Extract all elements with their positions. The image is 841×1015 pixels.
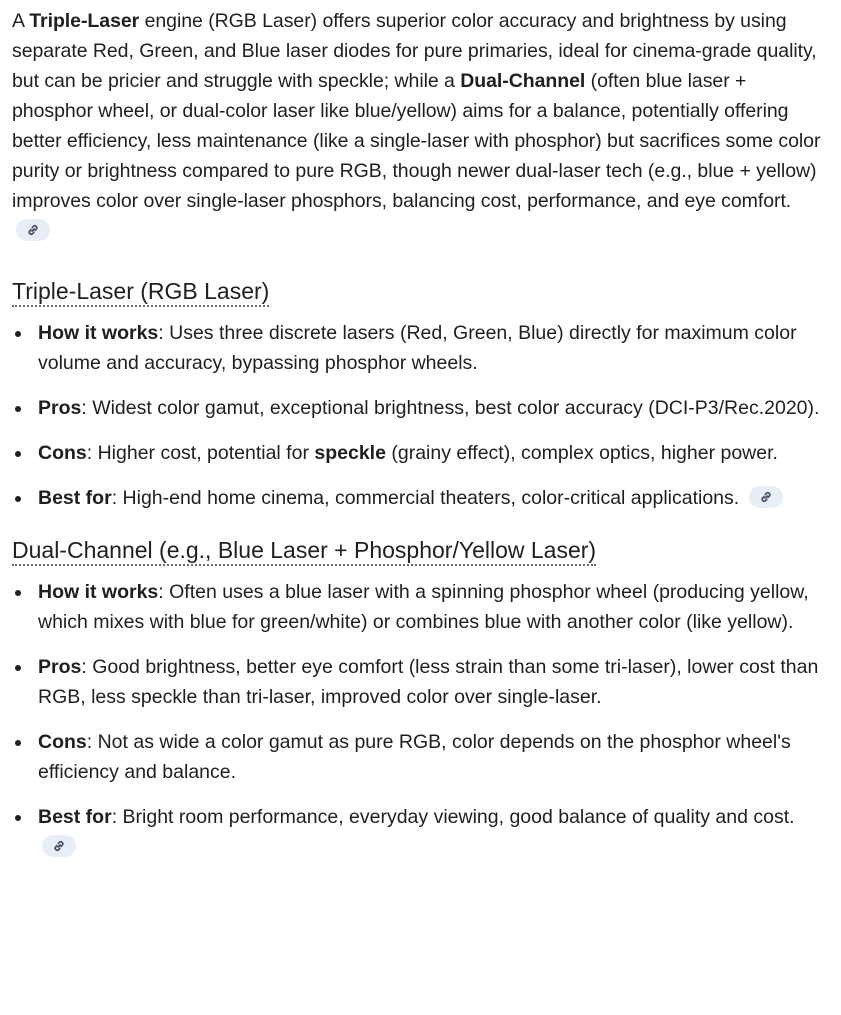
list-item: Cons: Not as wide a color gamut as pure RGB, color depends on the phosphor wheel's efficiency and balance. bbox=[12, 727, 829, 787]
list-item: Cons: Higher cost, potential for speckle (grainy effect), complex optics, higher power. bbox=[12, 438, 829, 468]
intro-text-3: (often blue laser + phosphor wheel, or dual-color laser like blue/yellow) aims for a balance, potentially offering better efficiency, less maintenance (like a single-laser with phosphor) but sacrifices some color purity or brightness compared to pure RGB, though newer dual-laser tech (e.g., blue + yellow) improves color over single-laser phosphors, balancing cost, performance, and eye comfort. bbox=[12, 70, 821, 212]
list-item: Pros: Widest color gamut, exceptional brightness, best color accuracy (DCI-P3/Rec.2020). bbox=[12, 393, 829, 423]
list-item: Best for: Bright room performance, everyday viewing, good balance of quality and cost. bbox=[12, 802, 829, 862]
link-icon bbox=[759, 490, 773, 504]
link-icon bbox=[52, 839, 66, 853]
triple-laser-list bbox=[12, 318, 829, 513]
section-heading-triple-laser[interactable]: Triple-Laser (RGB Laser) bbox=[12, 276, 829, 306]
list-item: How it works: Uses three discrete lasers (Red, Green, Blue) directly for maximum color volume and accuracy, bypassing phosphor wheels. bbox=[12, 318, 829, 378]
source-link-button[interactable] bbox=[16, 219, 50, 241]
intro-bold-dual-channel: Dual-Channel bbox=[460, 70, 586, 92]
list-item: Pros: Good brightness, better eye comfort (less strain than some tri-laser), lower cost than RGB, less speckle than tri-laser, improved color over single-laser. bbox=[12, 652, 829, 712]
section-heading-dual-channel[interactable]: Dual-Channel (e.g., Blue Laser + Phosphor/Yellow Laser) bbox=[12, 535, 829, 565]
intro-text-1: A bbox=[12, 10, 30, 32]
list-item: Best for: High-end home cinema, commercial theaters, color-critical applications. bbox=[12, 483, 829, 513]
dual-channel-list bbox=[12, 577, 829, 862]
source-link-button[interactable] bbox=[749, 486, 783, 508]
link-icon bbox=[26, 223, 40, 237]
list-item: How it works: Often uses a blue laser with a spinning phosphor wheel (producing yellow, which mixes with blue for green/white) or combines blue with another color (like yellow). bbox=[12, 577, 829, 637]
intro-bold-triple-laser: Triple-Laser bbox=[29, 10, 140, 32]
intro-paragraph bbox=[12, 6, 829, 246]
intro-text-2: engine (RGB Laser) offers superior color accuracy and brightness by using separate Red, Green, and Blue laser diodes for pure primaries, ideal for cinema-grade quality, but can be pricier and struggle with speckle; while a bbox=[12, 10, 817, 92]
source-link-button[interactable] bbox=[42, 835, 76, 857]
